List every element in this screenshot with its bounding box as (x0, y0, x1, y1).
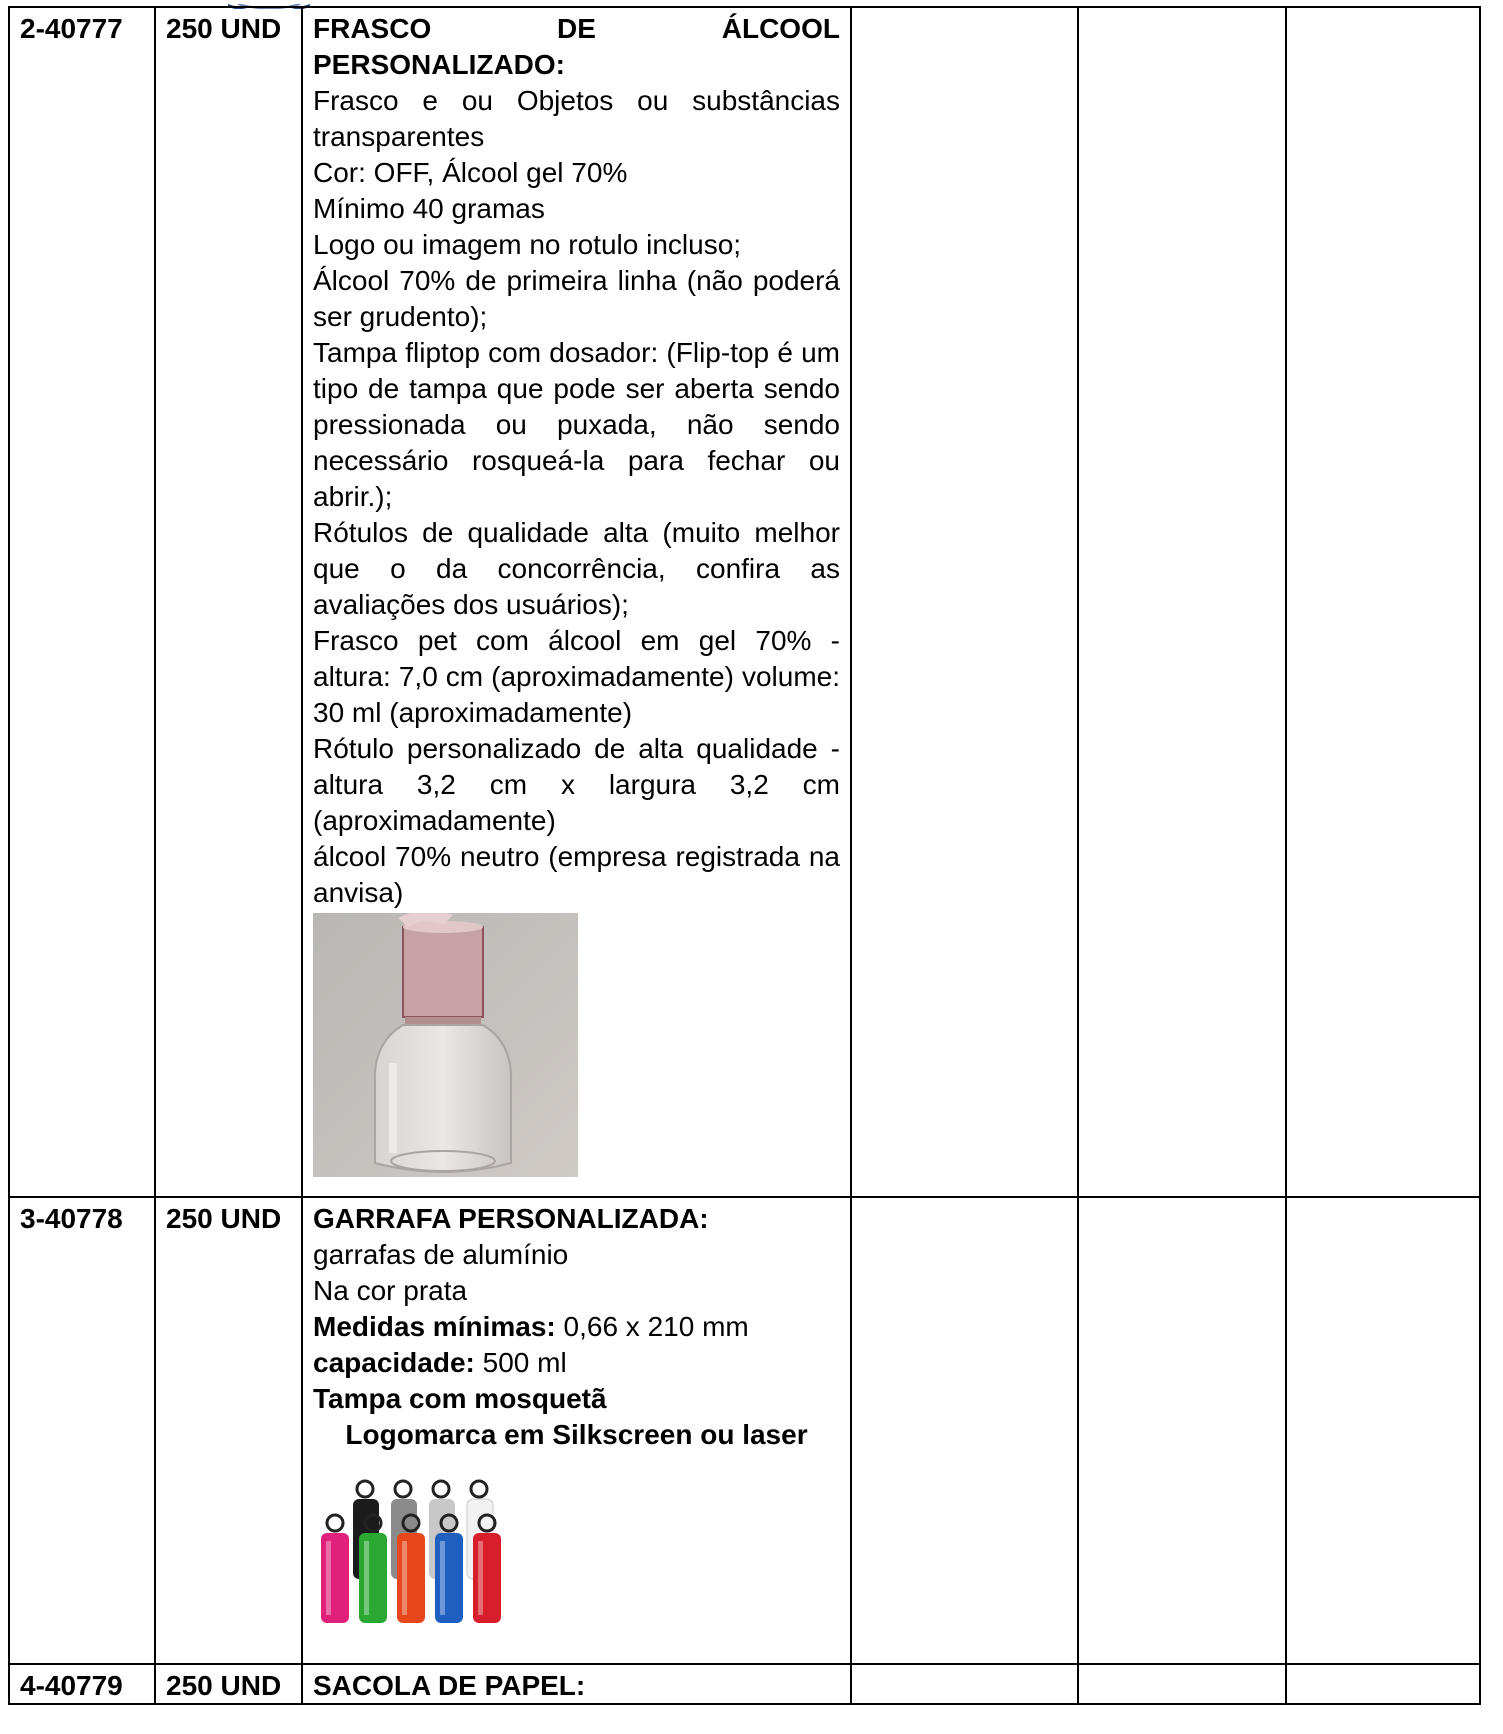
empty-cell (1286, 7, 1480, 1197)
spec-line: capacidade: 500 ml (313, 1347, 567, 1378)
logo-note: Logomarca em Silkscreen ou laser (345, 1419, 808, 1450)
spec-line: Tampa fliptop com dosador: (Flip-top é um tipo de tampa que pode ser aberta sendo pressionada ou puxada, não sendo necessário rosqueá-la para fechar ou abrir.); (313, 337, 840, 512)
empty-cell (851, 1197, 1078, 1664)
item-quantity: 250 UND (155, 7, 302, 1197)
spec-line: garrafas de alumínio (313, 1239, 569, 1270)
bottles-photo (313, 1479, 558, 1629)
item-title: FRASCO DE ÁLCOOL PERSONALIZADO: (313, 13, 840, 80)
spec-line: Rótulo personalizado de alta qualidade - altura 3,2 cm x largura 3,2 cm (aproximadamente) (313, 733, 840, 836)
items-table (8, 6, 1481, 1705)
item-description (302, 1197, 851, 1664)
item-description (302, 1664, 851, 1704)
spec-line: Álcool 70% de primeira linha (não poderá ser grudento); (313, 265, 840, 332)
table-row (9, 1197, 1480, 1664)
spec-line: Logo ou imagem no rotulo incluso; (313, 229, 742, 260)
empty-cell (1078, 7, 1286, 1197)
table-row (9, 7, 1480, 1197)
item-quantity: 250 UND (155, 1197, 302, 1664)
empty-cell (851, 1664, 1078, 1704)
item-quantity: 250 UND (155, 1664, 302, 1704)
item-code: 3-40778 (9, 1197, 155, 1664)
empty-cell (851, 7, 1078, 1197)
item-title: GARRAFA PERSONALIZADA: (313, 1203, 709, 1234)
item-code: 4-40779 (9, 1664, 155, 1704)
spec-line: Rótulos de qualidade alta (muito melhor que o da concorrência, confira as avaliações dos usuários); (313, 517, 840, 620)
empty-cell (1078, 1197, 1286, 1664)
spec-line: Frasco pet com álcool em gel 70% - altura: 7,0 cm (aproximadamente) volume: 30 ml (aproximadamente) (313, 625, 840, 728)
spec-line: Medidas mínimas: 0,66 x 210 mm (313, 1311, 749, 1342)
spec-line: álcool 70% neutro (empresa registrada na anvisa) (313, 841, 840, 908)
empty-cell (1286, 1197, 1480, 1664)
spec-line: Cor: OFF, Álcool gel 70% (313, 157, 628, 188)
empty-cell (1286, 1664, 1480, 1704)
alcohol-bottle-photo (313, 913, 578, 1177)
spec-line: Tampa com mosquetã (313, 1383, 607, 1414)
spec-line: Mínimo 40 gramas (313, 193, 545, 224)
table-row (9, 1664, 1480, 1704)
empty-cell (1078, 1664, 1286, 1704)
spec-line: Frasco e ou Objetos ou substâncias transparentes (313, 85, 840, 152)
spec-line: Na cor prata (313, 1275, 468, 1306)
item-title: SACOLA DE PAPEL: (313, 1670, 586, 1697)
item-description (302, 7, 851, 1197)
item-code: 2-40777 (9, 7, 155, 1197)
